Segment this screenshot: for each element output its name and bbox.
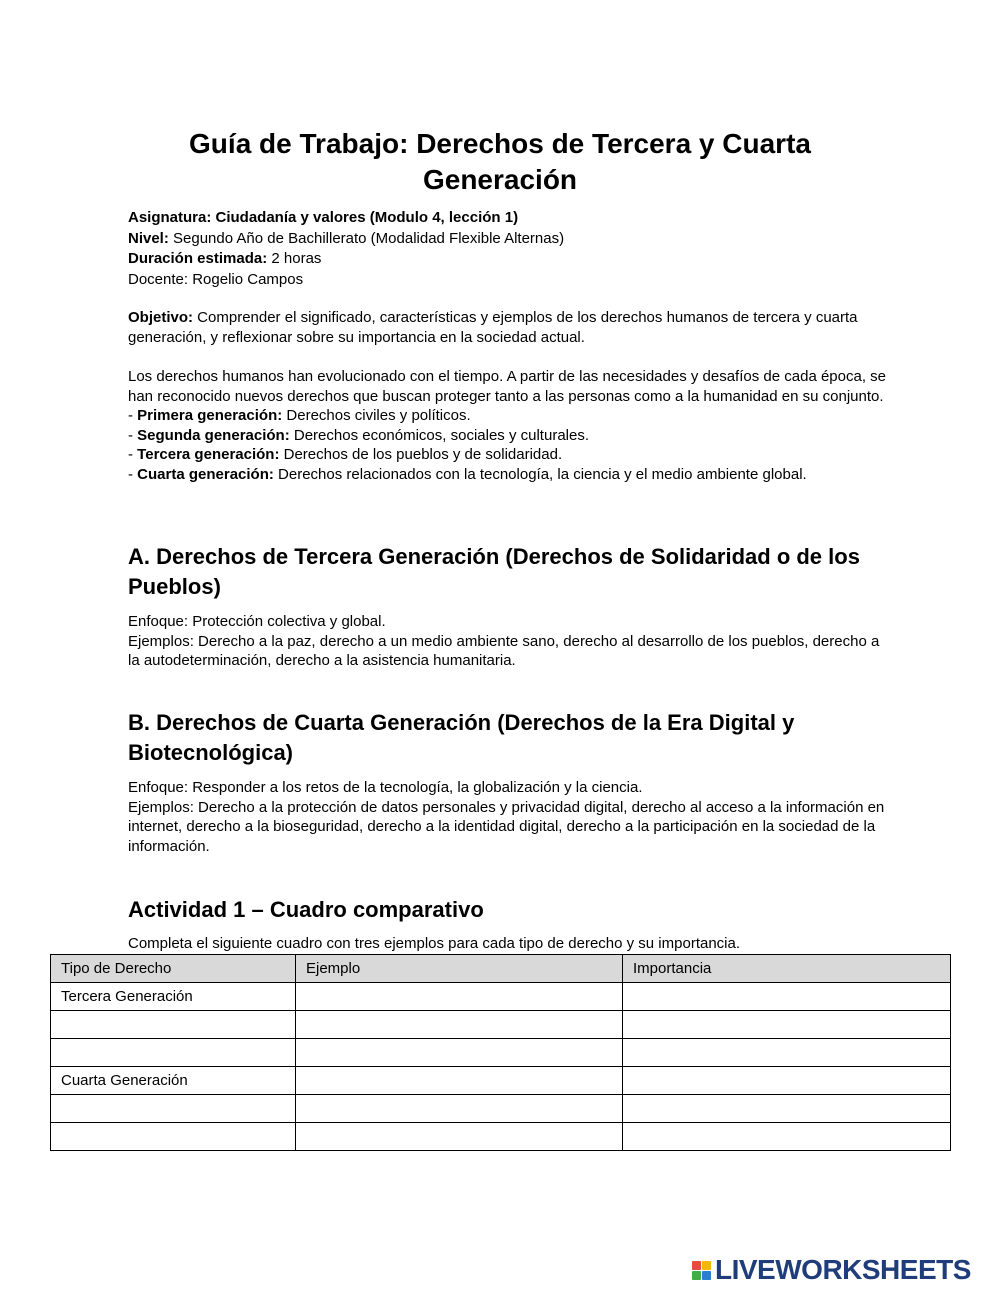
cell-importancia[interactable]: [623, 983, 951, 1011]
section-b-body: [128, 778, 888, 856]
teacher-line: Docente: Rogelio Campos: [128, 270, 304, 288]
generation-item: - Primera generación: Derechos civiles y políticos.: [128, 407, 471, 425]
cell-ejemplo[interactable]: [296, 983, 623, 1011]
logo-mark-square: [692, 1261, 701, 1270]
duration-line: Duración estimada: 2 horas: [128, 250, 322, 267]
section-a-body: [128, 612, 888, 671]
cell-ejemplo[interactable]: [296, 1123, 623, 1151]
logo-mark-square: [692, 1271, 701, 1280]
section-a-focus: Enfoque: Protección colectiva y global.: [128, 613, 386, 630]
generation-item: - Cuarta generación: Derechos relacionados con la tecnología, la ciencia y el medio ambiente global.: [128, 465, 807, 483]
cell-tipo: [51, 1095, 296, 1123]
header-ejemplo: Ejemplo: [296, 955, 623, 983]
table-header-row: [51, 955, 951, 983]
activity-heading: Actividad 1 – Cuadro comparativo: [128, 897, 484, 922]
cell-tipo: [51, 1123, 296, 1151]
header-importancia: Importancia: [623, 955, 951, 983]
objective: Objetivo: Comprender el significado, características y ejemplos de los derechos humanos de tercera y cuarta generación, y reflexionar sobre su importancia en la sociedad actual.: [128, 309, 858, 346]
cell-importancia[interactable]: [623, 1095, 951, 1123]
cell-ejemplo[interactable]: [296, 1095, 623, 1123]
level-line: Nivel: Segundo Año de Bachillerato (Modalidad Flexible Alternas): [128, 229, 565, 247]
liveworksheets-logo: [692, 1255, 971, 1285]
activity-instruction: Completa el siguiente cuadro con tres ejemplos para cada tipo de derecho y su importancia.: [128, 935, 741, 952]
section-b-examples: Ejemplos: Derecho a la protección de datos personales y privacidad digital, derecho al acceso a la información en internet, derecho a la bioseguridad, derecho a la identidad digital, derecho a la participación en la sociedad de la información.: [128, 798, 885, 855]
header-tipo: Tipo de Derecho: [51, 955, 296, 983]
logo-mark-square: [702, 1271, 711, 1280]
section-a-heading: A. Derechos de Tercera Generación (Derechos de Solidaridad o de los Pueblos): [128, 544, 860, 599]
generation-item: - Tercera generación: Derechos de los pueblos y de solidaridad.: [128, 446, 563, 464]
cell-tipo: Tercera Generación: [51, 983, 296, 1011]
cell-importancia[interactable]: [623, 1123, 951, 1151]
table-row: [51, 1095, 951, 1123]
course-info: [128, 208, 888, 290]
logo-text: LIVEWORKSHEETS: [715, 1254, 971, 1285]
cell-importancia[interactable]: [623, 1039, 951, 1067]
table-row: [51, 1067, 951, 1095]
table-row: [51, 1123, 951, 1151]
table-row: [51, 1039, 951, 1067]
section-a-examples: Ejemplos: Derecho a la paz, derecho a un medio ambiente sano, derecho al desarrollo de los pueblos, derecho a la autodeterminación, derecho a la asistencia humanitaria.: [128, 632, 880, 670]
cell-ejemplo[interactable]: [296, 1039, 623, 1067]
section-b-heading: B. Derechos de Cuarta Generación (Derechos de la Era Digital y Biotecnológica): [128, 710, 795, 765]
comparison-table: [50, 954, 951, 1151]
cell-tipo: [51, 1039, 296, 1067]
cell-tipo: Cuarta Generación: [51, 1067, 296, 1095]
table-row: [51, 983, 951, 1011]
cell-importancia[interactable]: [623, 1011, 951, 1039]
cell-tipo: [51, 1011, 296, 1039]
section-b-focus: Enfoque: Responder a los retos de la tecnología, la globalización y la ciencia.: [128, 779, 643, 796]
subject-line: Asignatura: Ciudadanía y valores (Modulo 4, lección 1): [128, 209, 519, 226]
logo-mark-square: [702, 1261, 711, 1270]
page-title: Guía de Trabajo: Derechos de Tercera y Cuarta Generación: [189, 128, 811, 195]
cell-importancia[interactable]: [623, 1067, 951, 1095]
intro: [128, 367, 888, 485]
logo-mark-icon: [692, 1261, 711, 1280]
generation-item: - Segunda generación: Derechos económicos, sociales y culturales.: [128, 426, 589, 444]
table-row: [51, 1011, 951, 1039]
cell-ejemplo[interactable]: [296, 1011, 623, 1039]
cell-ejemplo[interactable]: [296, 1067, 623, 1095]
intro-text: Los derechos humanos han evolucionado con el tiempo. A partir de las necesidades y desafíos de cada época, se han reconocido nuevos derechos que buscan proteger tanto a las personas como a la humanidad en su conjunto.: [128, 368, 886, 405]
